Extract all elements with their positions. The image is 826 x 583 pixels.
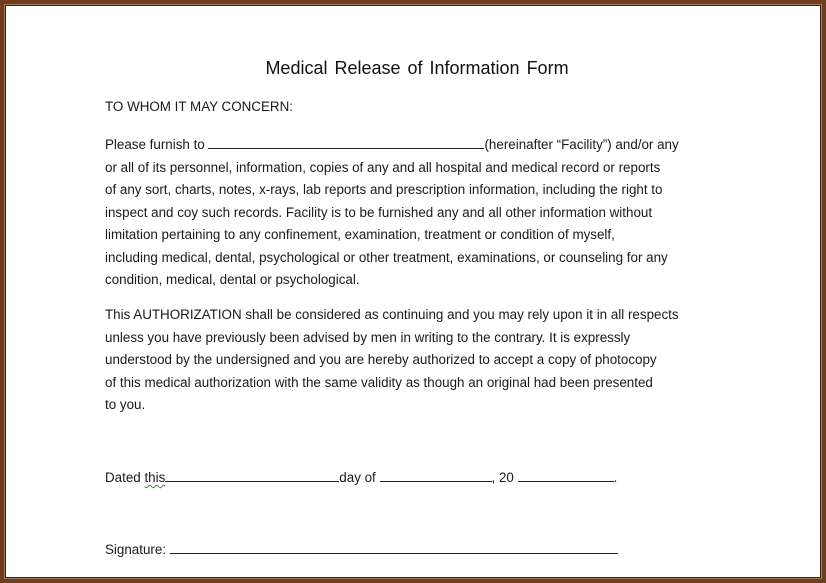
year-prefix-label: , 20 [491,470,518,485]
paragraph-release-line-7: condition, medical, dental or psychological. [105,272,360,287]
paragraph-authorization-line-1: This AUTHORIZATION shall be considered as continuing and you may rely upon it in all respects [105,307,679,322]
paragraph-release-line-4: inspect and coy such records. Facility is to be furnished any and all other information without [105,204,653,220]
salutation [105,96,735,119]
dated-this-label: this [144,470,166,485]
dated-day-blank[interactable] [165,469,339,482]
salutation-text: TO WHOM IT MAY CONCERN: [105,99,293,114]
signature-row [105,541,618,557]
dated-year-blank[interactable] [518,469,614,482]
document-title: Medical Release of Information Form [265,58,569,78]
facility-name-blank[interactable] [208,136,484,149]
signature-label: Signature: [105,542,170,557]
paragraph-release-line-5: limitation pertaining to any confinement, examination, treatment or condition of myself, [105,227,615,242]
paragraph-authorization-line-5: to you. [105,397,146,412]
day-of-label: day of [339,470,380,485]
furnish-label: Please furnish to [105,137,209,152]
dated-month-blank[interactable] [380,469,492,482]
signature-blank[interactable] [170,541,618,554]
paragraph-authorization-line-2: unless you have previously been advised by men in writing to the contrary. It is expressly [105,329,631,345]
dated-end-label: . [613,470,618,485]
paragraph-authorization [105,304,735,417]
dated-row [105,469,617,485]
dated-label: Dated [105,470,145,485]
paragraph-release-line-3: of any sort, charts, notes, x-rays, lab reports and prescription information, including the right to [105,182,663,197]
paragraph-release [105,134,735,292]
paragraph-release-line-1 [105,134,735,157]
paragraph-release-line-2: or all of its personnel, information, copies of any and all hospital and medical record or reports [105,159,661,175]
paragraph-authorization-line-4: of this medical authorization with the same validity as though an original had been presented [105,374,653,390]
facility-suffix: (hereinafter “Facility”) and/or any [484,137,679,152]
paragraph-release-line-6: including medical, dental, psychological or other treatment, examinations, or counseling for any [105,249,668,265]
paragraph-authorization-line-3: understood by the undersigned and you are hereby authorized to accept a copy of photocopy [105,352,657,367]
